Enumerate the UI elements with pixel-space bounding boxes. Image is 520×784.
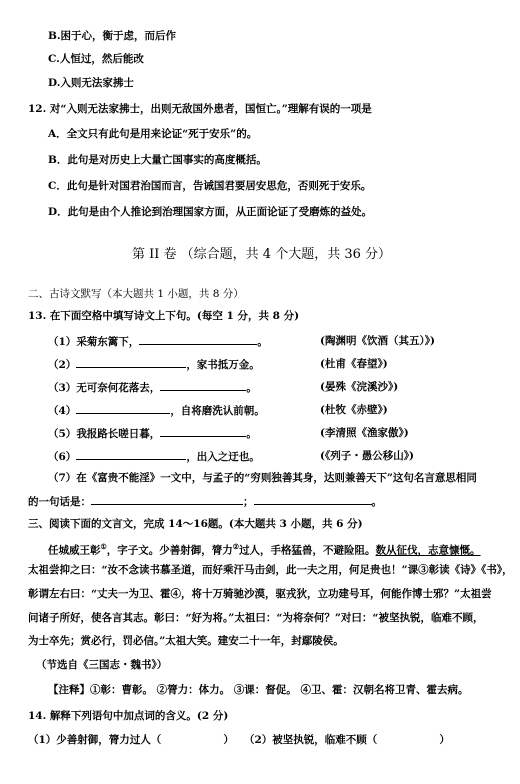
section2-header: 二、古诗文默写（本大题共 1 小题，共 8 分） [28, 288, 244, 300]
q13-source-6: (《列子・愚公移山》) [320, 450, 414, 462]
passage-line-2: 太祖尝抑之曰：“汝不念读书慕圣道，而好乘汗马击剑，此一夫之用，何足贵也！”课③彰读《诗》《书》， [28, 564, 513, 576]
line-number: （4） [48, 405, 77, 417]
passage-line-1 [48, 540, 481, 558]
q13-item7-line1: （7）在《富贵不能淫》一文中，与孟子的“穷则独善其身，达则兼善天下”这句名言意思相同 [48, 472, 477, 484]
answer-blank[interactable] [254, 493, 372, 505]
line-number: （6） [48, 451, 77, 463]
q13-line-3 [48, 379, 257, 395]
q12-stem: 12. 对“入则无法家拂士，出则无敌国外患者，国恒亡。”理解有误的一项是 [28, 103, 372, 115]
q7-prefix: 的一句话是： [28, 496, 91, 508]
part2-title: 第 II 卷 （综合题，共 4 个大题，共 36 分） [132, 247, 392, 262]
answer-blank[interactable] [76, 356, 186, 368]
answer-blank[interactable] [76, 402, 170, 414]
underlined-sentence: 数从征伐，志意慷慨。 [375, 544, 481, 557]
passage-text: ，字子文。少善射御，膂力 [106, 544, 233, 557]
passage-text: 任城威王彰 [48, 544, 101, 557]
q12-option-b: B．此句是对历史上大量亡国事实的高度概括。 [48, 154, 267, 166]
q7-separator: ； [243, 496, 254, 508]
item-end: ） [439, 734, 450, 746]
line-before: 采菊东篱下， [76, 336, 140, 348]
q13-line-5 [48, 425, 257, 441]
line-after: 。 [246, 382, 257, 394]
line-before: 无可奈何花落去， [76, 382, 161, 394]
q13-line-4 [48, 402, 265, 418]
q13-item7-line2 [28, 493, 382, 509]
q14-item-2 [244, 733, 450, 747]
passage-source: （节选自《三国志・魏书》） [36, 659, 168, 671]
footnote-mark: ① [100, 542, 107, 551]
answer-blank[interactable] [139, 333, 257, 345]
item-text: （2）被坚执锐，临难不顾（ [244, 734, 378, 746]
q13-source-1: (陶渊明《饮酒（其五）》) [320, 335, 435, 347]
passage-text: 过人，手格猛兽，不避险阻。 [239, 544, 376, 557]
item-end: ） [223, 734, 234, 746]
answer-blank[interactable] [76, 448, 186, 460]
line-after: ，自将磨洗认前朝。 [170, 405, 265, 417]
q13-source-5: (李清照《渔家傲》) [320, 427, 409, 439]
line-number: （2） [48, 359, 77, 371]
q12-option-c: C．此句是针对国君治国而言，告诫国君要居安思危，否则死于安乐。 [48, 180, 372, 192]
q13-source-4: (杜牧《赤壁》) [320, 404, 388, 416]
answer-blank[interactable] [160, 379, 246, 391]
line-after: ，出入之迂也。 [186, 451, 260, 463]
q13-line-1 [48, 333, 268, 349]
item-text: （1）少善射御，膂力过人（ [28, 734, 162, 746]
line-after: 。 [246, 428, 257, 440]
line-number: （5） [48, 428, 77, 440]
q11-option-d: D.入则无法家拂士 [48, 77, 134, 89]
q12-option-d: D．此句是由个人推论到治理国家方面，从正面论证了受磨炼的益处。 [48, 206, 373, 218]
q14-item-1 [28, 733, 234, 747]
q13-source-2: (杜甫《春望》) [320, 358, 388, 370]
q14-stem: 14. 解释下列语句中加点词的含义。(2 分) [28, 710, 229, 722]
q11-option-c: C.人恒过，然后能改 [48, 53, 144, 65]
passage-line-3: 彰谓左右曰：“丈夫一为卫、霍④，将十万骑驰沙漠，驱戎狄，立功建号耳，何能作博士邪？”太祖尝 [28, 588, 492, 600]
line-before: 我报路长嗟日暮， [76, 428, 161, 440]
q12-option-a: A．全文只有此句是用来论证“死于安乐”的。 [48, 128, 258, 140]
passage-line-5: 为士卒先；赏必行，罚必信。”太祖大笑。建安二十一年，封鄢陵侯。 [28, 635, 344, 647]
passage-line-4: 问诸子所好，使各言其志。彰曰：“好为将。”太祖曰：“为将奈何？”对曰：“被坚执锐，临难不顾， [28, 612, 484, 624]
section3-header: 三、阅读下面的文言文，完成 14～16题。(本大题共 3 小题，共 6 分) [28, 518, 363, 530]
q7-end: 。 [371, 496, 382, 508]
answer-blank[interactable] [91, 493, 243, 505]
q13-source-3: (晏殊《浣溪沙》) [320, 381, 399, 393]
q13-line-2 [48, 356, 260, 372]
q13-line-6 [48, 448, 260, 464]
q13-stem: 13. 在下面空格中填写诗文上下句。(每空 1 分，共 8 分) [28, 310, 300, 322]
line-after: 。 [257, 336, 268, 348]
footnote-mark: ② [232, 542, 240, 551]
answer-blank[interactable] [160, 425, 246, 437]
line-number: （3） [48, 382, 77, 394]
line-number: （1） [48, 336, 77, 348]
q11-option-b: B.困于心，衡于虑，而后作 [48, 30, 177, 42]
annotation-notes: 【注释】①彰：曹彰。 ②膂力：体力。 ③课：督促。 ④卫、霍：汉朝名将卫青、霍去病。 [48, 684, 469, 696]
line-after: ，家书抵万金。 [186, 359, 260, 371]
